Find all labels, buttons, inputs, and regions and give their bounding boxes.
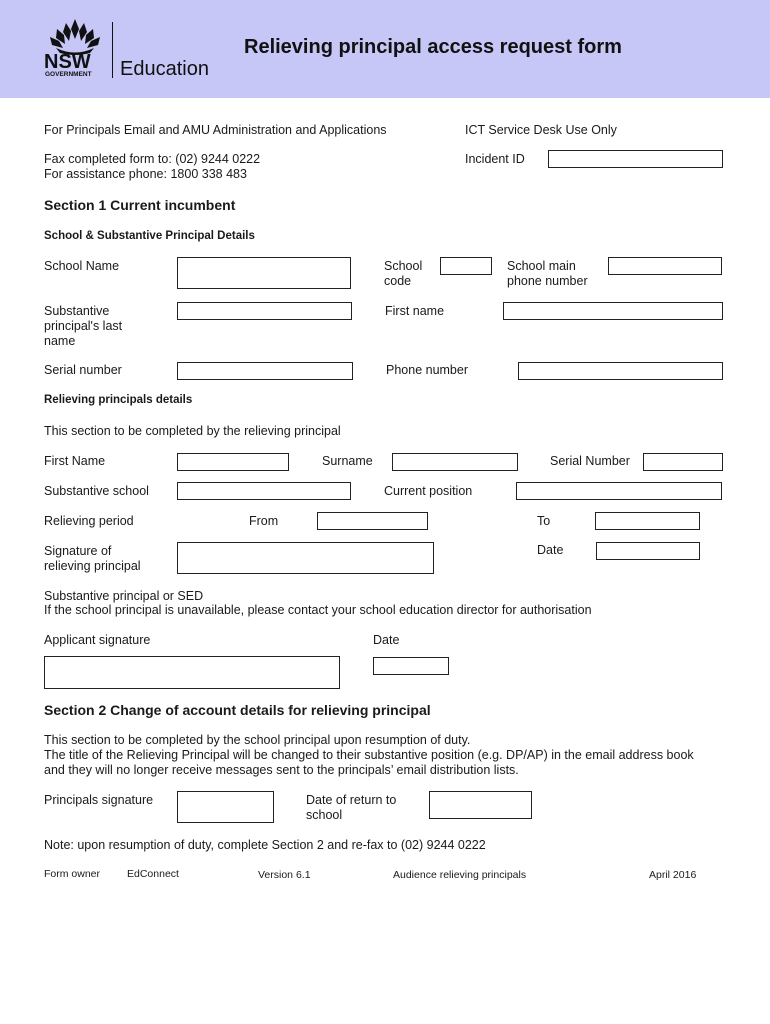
- rp-signature-label: Signature of relieving principal: [44, 544, 141, 573]
- rp-to-field[interactable]: [595, 512, 700, 530]
- school-name-label: School Name: [44, 259, 120, 273]
- rp-date-label: Date: [537, 543, 564, 557]
- phone-number-field[interactable]: [518, 362, 723, 380]
- rp-first-name-label: First Name: [44, 454, 106, 468]
- applicant-date-field[interactable]: [373, 657, 449, 675]
- page-title: Relieving principal access request form: [244, 36, 622, 58]
- last-name-label: Substantive principal's last name: [44, 304, 123, 348]
- rp-first-name-field[interactable]: [177, 453, 289, 471]
- footer-date: April 2016: [649, 869, 697, 881]
- section1-title: Section 1 Current incumbent: [44, 197, 236, 213]
- footer-audience: Audience relieving principals: [393, 869, 527, 881]
- rp-from-label: From: [249, 514, 279, 528]
- relieving-note: This section to be completed by the relieving principal: [44, 424, 341, 438]
- ict-use-label: ICT Service Desk Use Only: [465, 123, 617, 137]
- principals-signature-label: Principals signature: [44, 793, 154, 807]
- footer-owner-label: Form owner: [44, 868, 101, 880]
- sed-line2: If the school principal is unavailable, please contact your school education director for authorisation: [44, 603, 592, 617]
- serial-number-field[interactable]: [177, 362, 353, 380]
- logo-nsw: NSW: [44, 51, 91, 73]
- phone-number-label: Phone number: [386, 363, 469, 377]
- applicant-date-label: Date: [373, 633, 400, 647]
- date-return-label: Date of return to school: [306, 793, 397, 822]
- rp-date-field[interactable]: [596, 542, 700, 560]
- intro-fax: Fax completed form to: (02) 9244 0222: [44, 152, 261, 166]
- waratah-logo-icon: [46, 17, 104, 55]
- rp-to-label: To: [537, 514, 551, 528]
- school-code-label: School code: [384, 259, 423, 288]
- section2-para1: This section to be completed by the school principal upon resumption of duty.: [44, 733, 471, 747]
- section2-note: Note: upon resumption of duty, complete Section 2 and re-fax to (02) 9244 0222: [44, 838, 486, 852]
- school-name-field[interactable]: [177, 257, 351, 289]
- first-name-label: First name: [385, 304, 445, 318]
- incident-id-field[interactable]: [548, 150, 723, 168]
- rp-serial-label: Serial Number: [550, 454, 630, 468]
- applicant-signature-label: Applicant signature: [44, 633, 151, 647]
- rp-current-position-label: Current position: [384, 484, 473, 498]
- date-return-field[interactable]: [429, 791, 532, 819]
- rp-sub-school-label: Substantive school: [44, 484, 149, 498]
- rp-period-label: Relieving period: [44, 514, 134, 528]
- rp-from-field[interactable]: [317, 512, 428, 530]
- serial-number-label: Serial number: [44, 363, 122, 377]
- relieving-heading: Relieving principals details: [44, 394, 193, 406]
- logo-divider: [112, 22, 113, 78]
- last-name-field[interactable]: [177, 302, 352, 320]
- rp-surname-field[interactable]: [392, 453, 518, 471]
- logo-government: GOVERNMENT: [45, 71, 92, 78]
- section2-para2: The title of the Relieving Principal will be changed to their substantive position (e.g. DP/AP) in the email address book and they will no longer receive messages sent to the principals’ email distribution lists.: [44, 748, 694, 777]
- header-banner: [0, 0, 770, 98]
- school-code-field[interactable]: [440, 257, 492, 275]
- rp-serial-field[interactable]: [643, 453, 723, 471]
- intro-phone: For assistance phone: 1800 338 483: [44, 167, 247, 181]
- footer-owner-value: EdConnect: [127, 868, 179, 880]
- section2-title: Section 2 Change of account details for relieving principal: [44, 702, 431, 718]
- rp-current-position-field[interactable]: [516, 482, 722, 500]
- school-phone-field[interactable]: [608, 257, 722, 275]
- rp-surname-label: Surname: [322, 454, 373, 468]
- sed-line1: Substantive principal or SED: [44, 589, 204, 603]
- school-phone-label: School main phone number: [507, 259, 588, 288]
- intro-for-line: For Principals Email and AMU Administration and Applications: [44, 123, 387, 137]
- rp-sub-school-field[interactable]: [177, 482, 351, 500]
- first-name-field[interactable]: [503, 302, 723, 320]
- footer-version: Version 6.1: [258, 869, 311, 881]
- rp-signature-field[interactable]: [177, 542, 434, 574]
- incident-id-label: Incident ID: [465, 152, 525, 166]
- applicant-signature-field[interactable]: [44, 656, 340, 689]
- school-details-heading: School & Substantive Principal Details: [44, 230, 255, 242]
- principals-signature-field[interactable]: [177, 791, 274, 823]
- logo-education: Education: [120, 58, 209, 80]
